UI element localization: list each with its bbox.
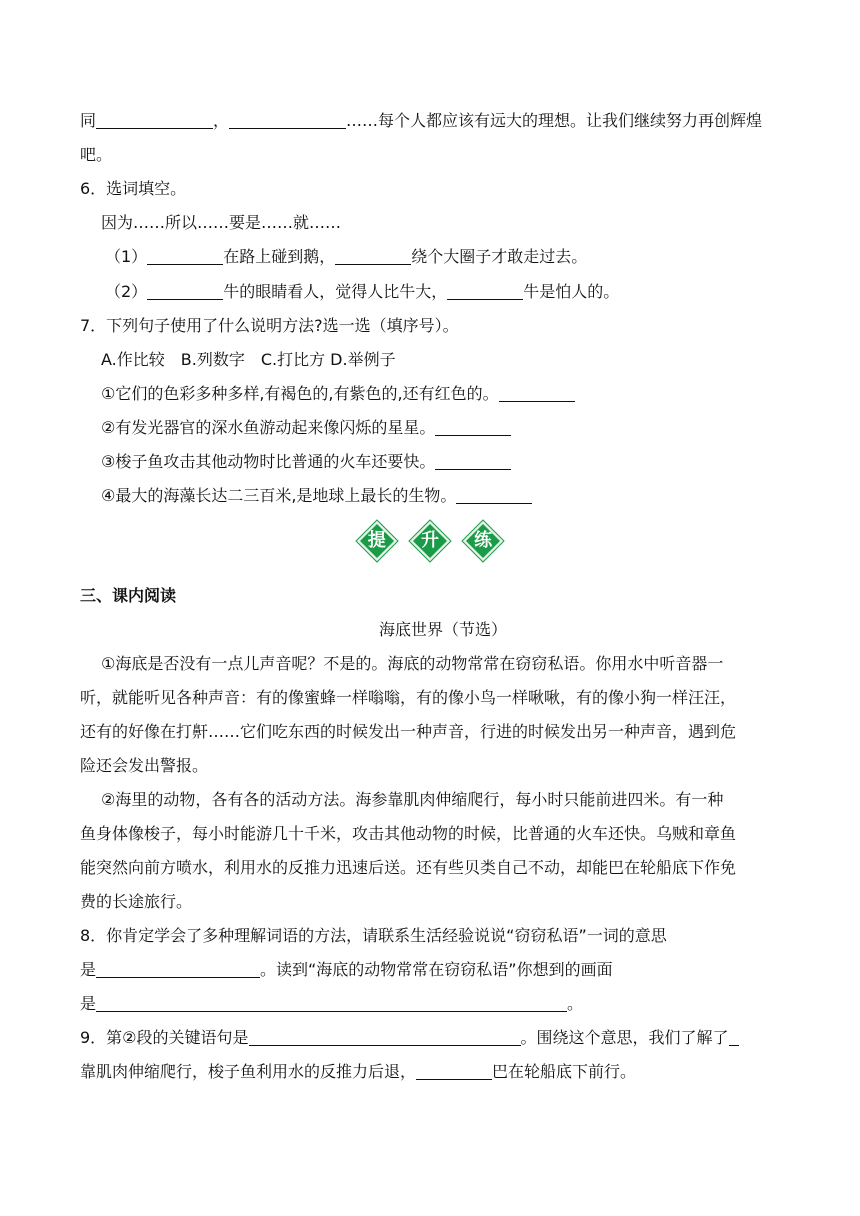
answer-blank[interactable] [335,248,411,265]
badge-char: 升 [421,530,439,551]
answer-blank[interactable] [447,283,523,300]
passage-line: 险还会发出警报。 [80,756,209,775]
answer-blank[interactable] [96,112,213,129]
text-line [80,110,762,132]
question-7-item-1 [101,383,575,405]
text: 是 [80,994,97,1013]
question-7-choices: A.作比较 B.列数字 C.打比方 D.举例子 [101,350,396,369]
text-line: 吧。 [80,145,113,164]
answer-blank[interactable] [147,248,223,265]
text: 同 [80,111,97,130]
text: ……每个人都应该有远大的理想。让我们继续努力再创辉煌 [346,111,763,130]
question-9-line [80,1027,739,1049]
text: ③梭子鱼攻击其他动物时比普通的火车还要快。 [101,452,436,471]
question-7-item-3 [101,451,511,473]
text: 巴在轮船底下前行。 [492,1062,637,1081]
question-8-line [80,993,583,1015]
passage-line: ①海底是否没有一点儿声音呢？不是的。海底的动物常常在窃窃私语。你用水中听音器一 [101,654,724,673]
answer-blank[interactable] [229,112,346,129]
item-number: （2） [105,282,148,301]
text: 牛的眼睛看人，觉得人比牛大， [223,282,448,301]
passage-line: ②海里的动物，各有各的活动方法。海参靠肌肉伸缩爬行，每小时只能前进四米。有一种 [101,790,724,809]
diamond-badge [408,519,452,563]
passage-line: 还有的好像在打鼾……它们吃东西的时候发出一种声音，行进的时候发出另一种声音，遇到危 [80,722,737,741]
text: ①它们的色彩多种多样,有褐色的,有紫色的,还有红色的。 [101,384,499,403]
text: 靠肌肉伸缩爬行，梭子鱼利用水的反推力后退， [80,1062,417,1081]
text: ， [213,111,230,130]
text: 在路上碰到鹅， [223,247,336,266]
diamond-badge [355,519,399,563]
question-7-title: 7．下列句子使用了什么说明方法?选一选（填序号）。 [80,316,459,335]
item-number: （1） [105,247,148,266]
answer-blank[interactable] [147,283,223,300]
text: 。读到“海底的动物常常在窃窃私语”你想到的画面 [260,960,613,979]
diamond-badge [461,519,505,563]
answer-blank[interactable] [435,419,511,436]
answer-blank[interactable] [96,995,567,1012]
text: 。 [567,994,584,1013]
question-6-item-2 [105,281,619,303]
section-banner [0,519,860,563]
text: 牛是怕人的。 [523,282,620,301]
answer-blank[interactable] [435,453,511,470]
badge-char: 提 [367,530,386,551]
text: ②有发光器官的深水鱼游动起来像闪烁的星星。 [101,418,436,437]
question-6-options: 因为……所以……要是……就…… [101,213,342,232]
text: 绕个大圈子才敢走过去。 [411,247,588,266]
question-9-line [80,1061,636,1083]
answer-blank[interactable] [416,1063,492,1080]
text: 是 [80,960,97,979]
question-8-line [80,959,613,981]
section-heading: 三、课内阅读 [80,586,177,605]
passage-line: 费的长途旅行。 [80,892,193,911]
text: ④最大的海藻长达二三百米,是地球上最长的生物。 [101,486,457,505]
text: 9．第②段的关键语句是 [80,1028,249,1047]
question-6-title: 6．选词填空。 [80,179,187,198]
answer-blank[interactable] [249,1029,521,1046]
question-6-item-1 [105,246,587,268]
badge-char: 练 [474,530,493,551]
question-8-line: 8．你肯定学会了多种理解词语的方法，请联系生活经验说说“窃窃私语”一词的意思 [80,926,667,945]
passage-line: 鱼身体像梭子，每小时能游几十千米，攻击其他动物的时候，比普通的火车还快。乌贼和章鱼 [80,824,737,843]
answer-blank[interactable] [499,385,575,402]
passage-line: 听，就能听见各种声音：有的像蜜蜂一样嗡嗡，有的像小鸟一样啾啾，有的像小狗一样汪汪， [80,688,737,707]
passage-title: 海底世界（节选） [378,620,507,639]
answer-blank[interactable] [729,1029,739,1046]
question-7-item-2 [101,417,511,439]
answer-blank[interactable] [456,487,532,504]
passage-line: 能突然向前方喷水，利用水的反推力迅速后送。还有些贝类自己不动，却能巴在轮船底下作免 [80,858,737,877]
text: 。围绕这个意思，我们了解了 [520,1028,729,1047]
answer-blank[interactable] [96,961,260,978]
question-7-item-4 [101,485,532,507]
